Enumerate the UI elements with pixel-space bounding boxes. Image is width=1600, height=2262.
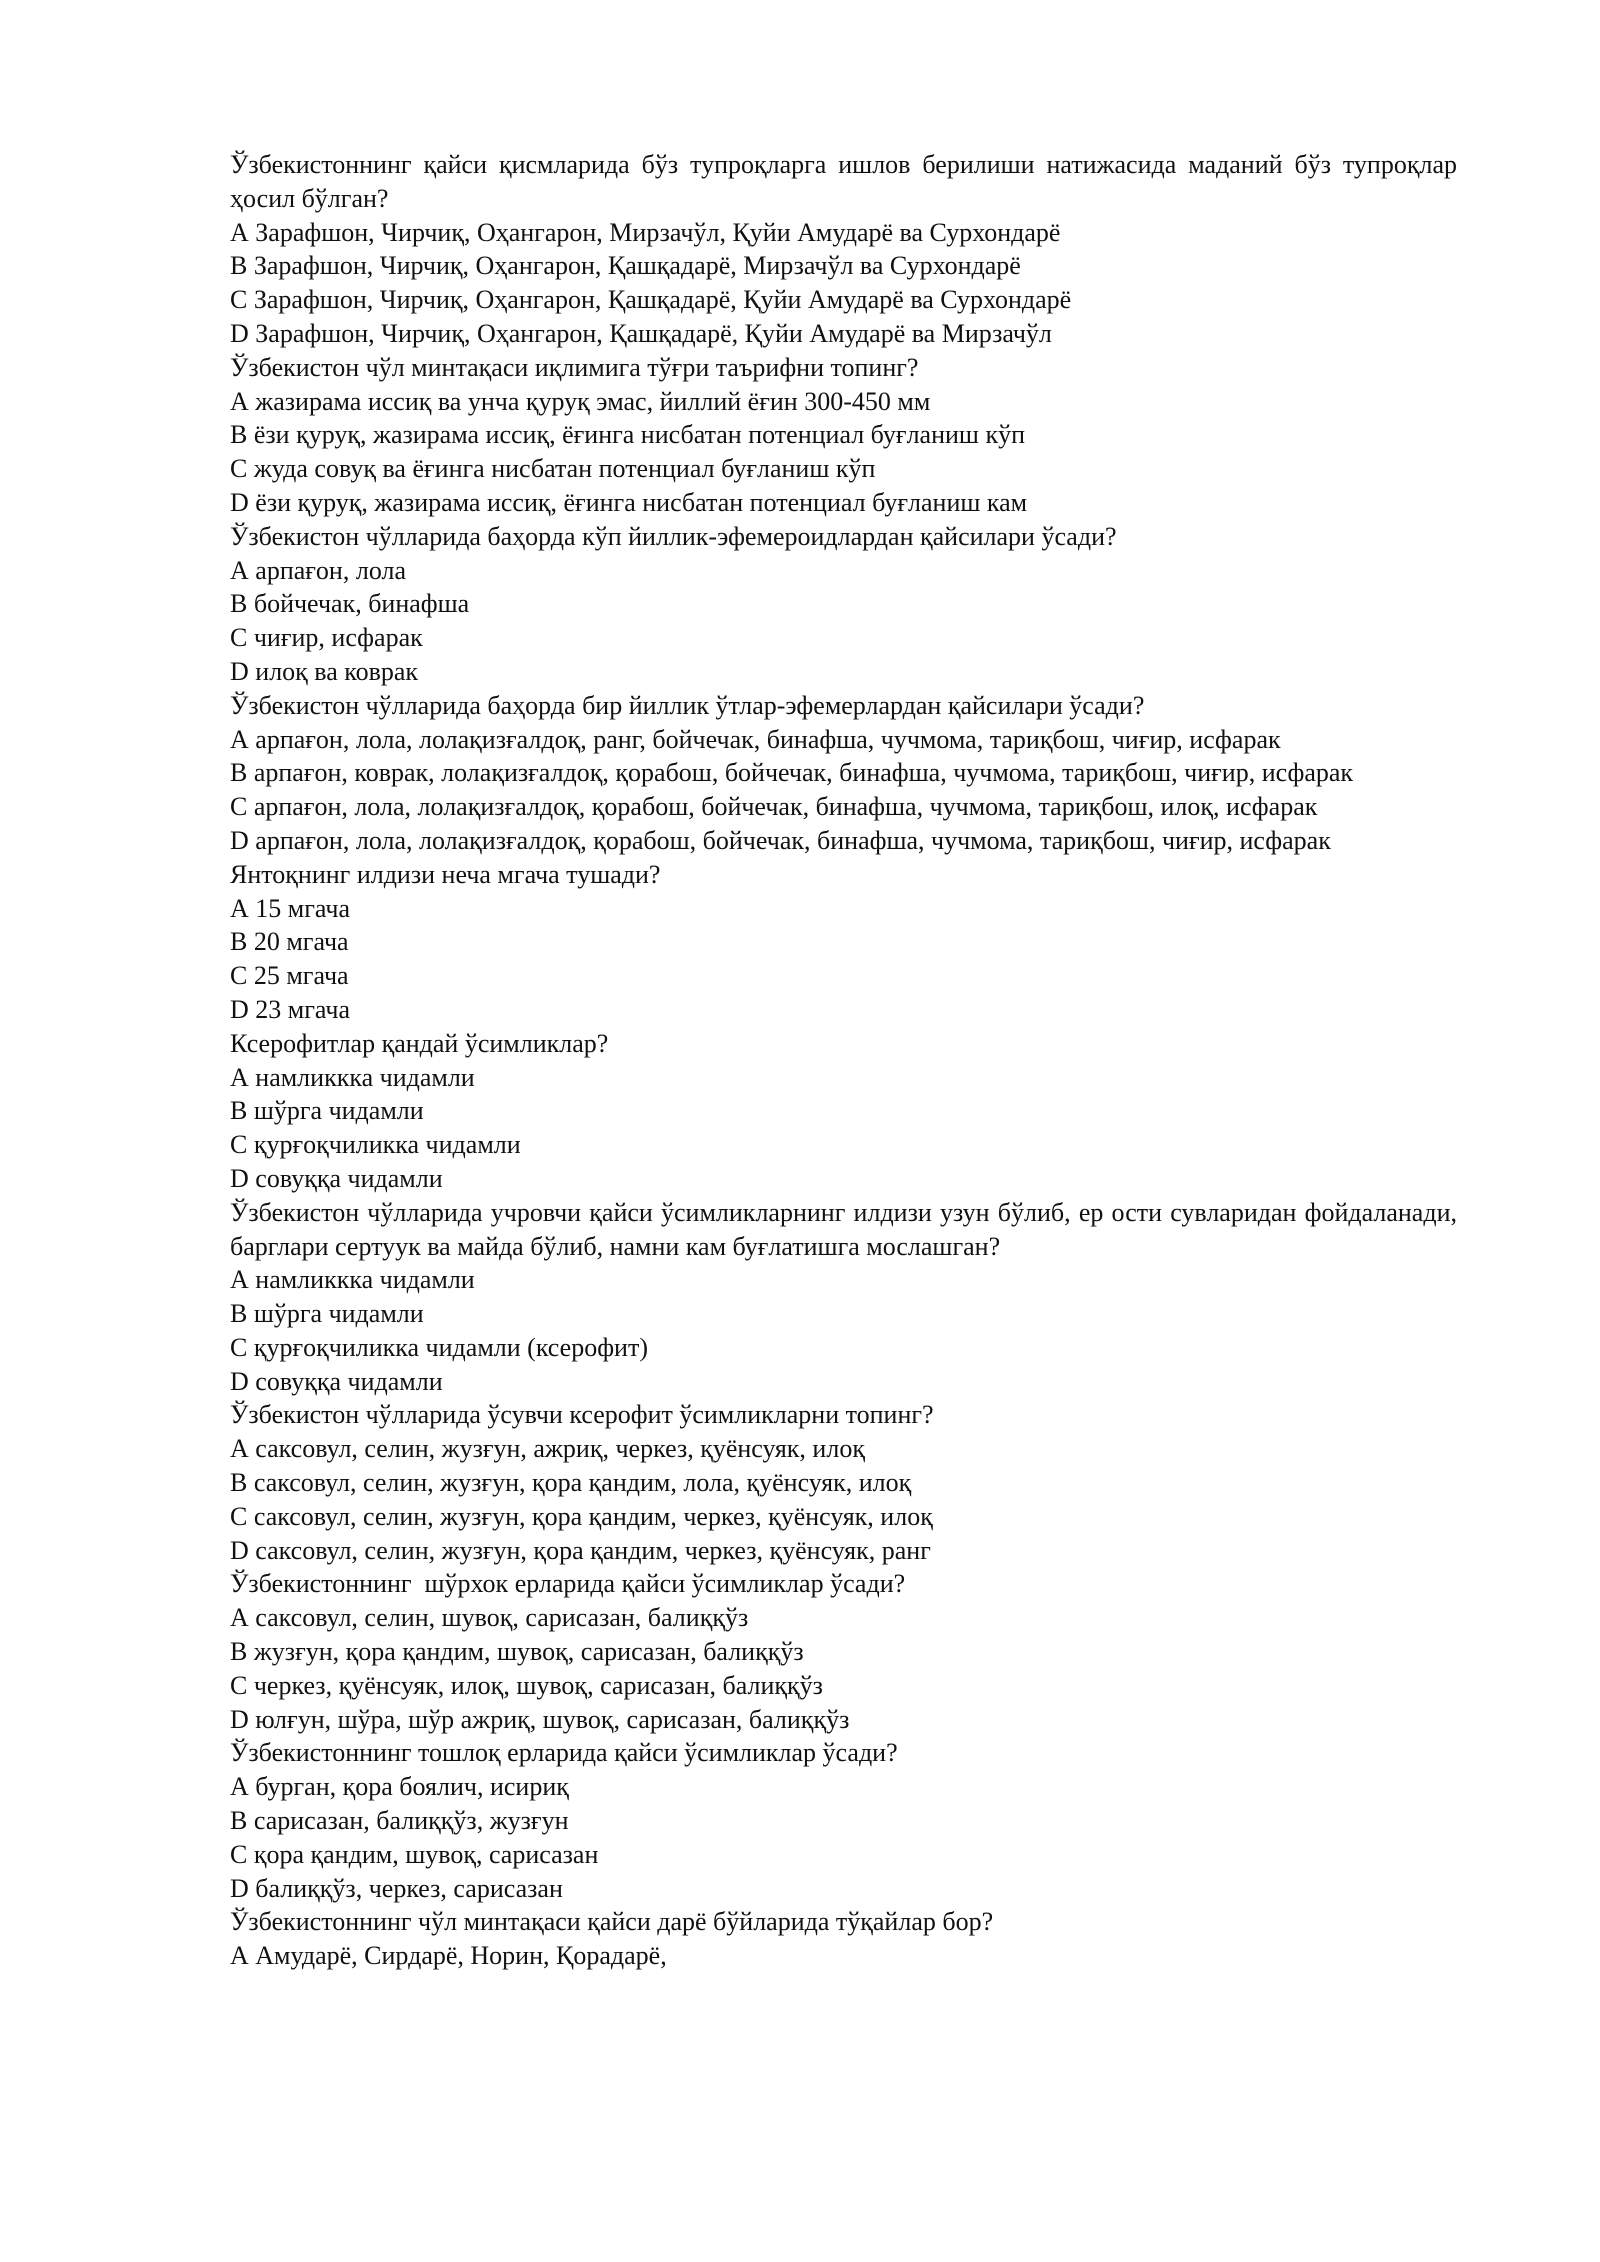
answer-option: А Зарафшон, Чирчиқ, Оҳангарон, Мирзачўл, Қуйи Амударё ва Сурхондарё bbox=[230, 217, 1061, 247]
answer-option: С қора қандим, шувоқ, сарисазан bbox=[230, 1839, 599, 1869]
question-paragraph: Ксерофитлар қандай ўсимликлар? bbox=[230, 1028, 609, 1058]
answer-option: А намликкка чидамли bbox=[230, 1265, 475, 1295]
answer-option: В шўрга чидамли bbox=[230, 1299, 424, 1329]
answer-option: В саксовул, селин, жузғун, қора қандим, лола, қуёнсуяк, илоқ bbox=[230, 1468, 912, 1498]
answer-option: В арпағон, коврак, лолақизғалдоқ, қорабош, бойчечак, бинафша, чучмома, тариқбош, чиғир, исфарак bbox=[230, 758, 1354, 788]
answer-option: D совуққа чидамли bbox=[230, 1366, 443, 1396]
answer-option: С Зарафшон, Чирчиқ, Оҳангарон, Қашқадарё, Қуйи Амударё ва Сурхондарё bbox=[230, 285, 1072, 315]
document-text bbox=[230, 148, 1457, 1973]
answer-option: С жуда совуқ ва ёғинга нисбатан потенциал буғланиш кўп bbox=[230, 454, 876, 484]
answer-option: В сарисазан, балиққўз, жузғун bbox=[230, 1806, 569, 1836]
question-paragraph: Ўзбекистоннинг шўрхок ерларида қайси ўсимликлар ўсади? bbox=[230, 1569, 906, 1599]
answer-option: D юлғун, шўра, шўр ажриқ, шувоқ, сарисазан, балиққўз bbox=[230, 1704, 850, 1734]
answer-option: D совуққа чидамли bbox=[230, 1163, 443, 1193]
question-paragraph: Ўзбекистон чўлларида баҳорда бир йиллик ўтлар-эфемерлардан қайсилари ўсади? bbox=[230, 690, 1145, 720]
answer-option: С қурғоқчиликка чидамли (ксерофит) bbox=[230, 1332, 648, 1362]
answer-option: С саксовул, селин, жузғун, қора қандим, черкез, қуёнсуяк, илоқ bbox=[230, 1501, 933, 1531]
answer-option: В ёзи қуруқ, жазирама иссиқ, ёғинга нисбатан потенциал буғланиш кўп bbox=[230, 420, 1025, 450]
answer-option: А жазирама иссиқ ва унча қуруқ эмас, йиллий ёғин 300-450 мм bbox=[230, 386, 931, 416]
question-paragraph: Ўзбекистон чўлларида учровчи қайси ўсимликларнинг илдизи узун бўлиб, ер ости сувларидан фойдаланади, барглари сертуук ва майда бўлиб, намни кам буғлатишга мослашган? bbox=[230, 1197, 1457, 1261]
answer-option: А намликкка чидамли bbox=[230, 1062, 475, 1092]
answer-option: А 15 мгача bbox=[230, 893, 351, 923]
answer-option: А бурган, қора боялич, исириқ bbox=[230, 1772, 569, 1802]
answer-option: В Зарафшон, Чирчиқ, Оҳангарон, Қашқадарё, Мирзачўл ва Сурхондарё bbox=[230, 251, 1021, 281]
question-paragraph: Ўзбекистон чўлларида ўсувчи ксерофит ўсимликларни топинг? bbox=[230, 1400, 934, 1430]
question-paragraph: Ўзбекистон чўл минтақаси иқлимига тўғри таърифни топинг? bbox=[230, 352, 919, 382]
question-paragraph: Ўзбекистоннинг чўл минтақаси қайси дарё бўйларида тўқайлар бор? bbox=[230, 1907, 994, 1937]
question-paragraph: Ўзбекистоннинг тошлоқ ерларида қайси ўсимликлар ўсади? bbox=[230, 1738, 898, 1768]
answer-option: D ёзи қуруқ, жазирама иссиқ, ёғинга нисбатан потенциал буғланиш кам bbox=[230, 487, 1028, 517]
question-paragraph: Янтоқнинг илдизи неча мгача тушади? bbox=[230, 859, 661, 889]
answer-option: А арпағон, лола bbox=[230, 555, 406, 585]
answer-option: D 23 мгача bbox=[230, 994, 351, 1024]
question-paragraph: Ўзбекистон чўлларида баҳорда кўп йиллик-эфемероидлардан қайсилари ўсади? bbox=[230, 521, 1117, 551]
answer-option: D илоқ ва коврак bbox=[230, 656, 419, 686]
answer-option: С арпағон, лола, лолақизғалдоқ, қорабош, бойчечак, бинафша, чучмома, тариқбош, илоқ, исфарак bbox=[230, 792, 1318, 822]
answer-option: С черкез, қуёнсуяк, илоқ, шувоқ, сарисазан, балиққўз bbox=[230, 1670, 823, 1700]
answer-option: В жузғун, қора қандим, шувоқ, сарисазан, балиққўз bbox=[230, 1637, 804, 1667]
answer-option: С қурғоқчиликка чидамли bbox=[230, 1130, 521, 1160]
answer-option: D саксовул, селин, жузғун, қора қандим, черкез, қуёнсуяк, ранг bbox=[230, 1535, 931, 1565]
answer-option: D балиққўз, черкез, сарисазан bbox=[230, 1873, 563, 1903]
answer-option: С 25 мгача bbox=[230, 961, 349, 991]
answer-option: А саксовул, селин, шувоқ, сарисазан, балиққўз bbox=[230, 1603, 749, 1633]
answer-option: D арпағон, лола, лолақизғалдоқ, қорабош, бойчечак, бинафша, чучмома, тариқбош, чиғир, исфарак bbox=[230, 825, 1331, 855]
answer-option: В бойчечак, бинафша bbox=[230, 589, 470, 619]
answer-option: А Амударё, Сирдарё, Норин, Қорадарё, bbox=[230, 1941, 667, 1971]
answer-option: D Зарафшон, Чирчиқ, Оҳангарон, Қашқадарё, Қуйи Амударё ва Мирзачўл bbox=[230, 318, 1052, 348]
question-paragraph: Ўзбекистоннинг қайси қисмларида бўз тупроқларга ишлов берилиши натижасида маданий бўз тупроқлар ҳосил бўлган? bbox=[230, 150, 1457, 213]
answer-option: С чиғир, исфарак bbox=[230, 623, 423, 653]
answer-option: А саксовул, селин, жузғун, ажриқ, черкез, қуёнсуяк, илоқ bbox=[230, 1434, 865, 1464]
answer-option: А арпағон, лола, лолақизғалдоқ, ранг, бойчечак, бинафша, чучмома, тариқбош, чиғир, исфарак bbox=[230, 724, 1281, 754]
answer-option: В шўрга чидамли bbox=[230, 1096, 424, 1126]
answer-option: В 20 мгача bbox=[230, 927, 349, 957]
